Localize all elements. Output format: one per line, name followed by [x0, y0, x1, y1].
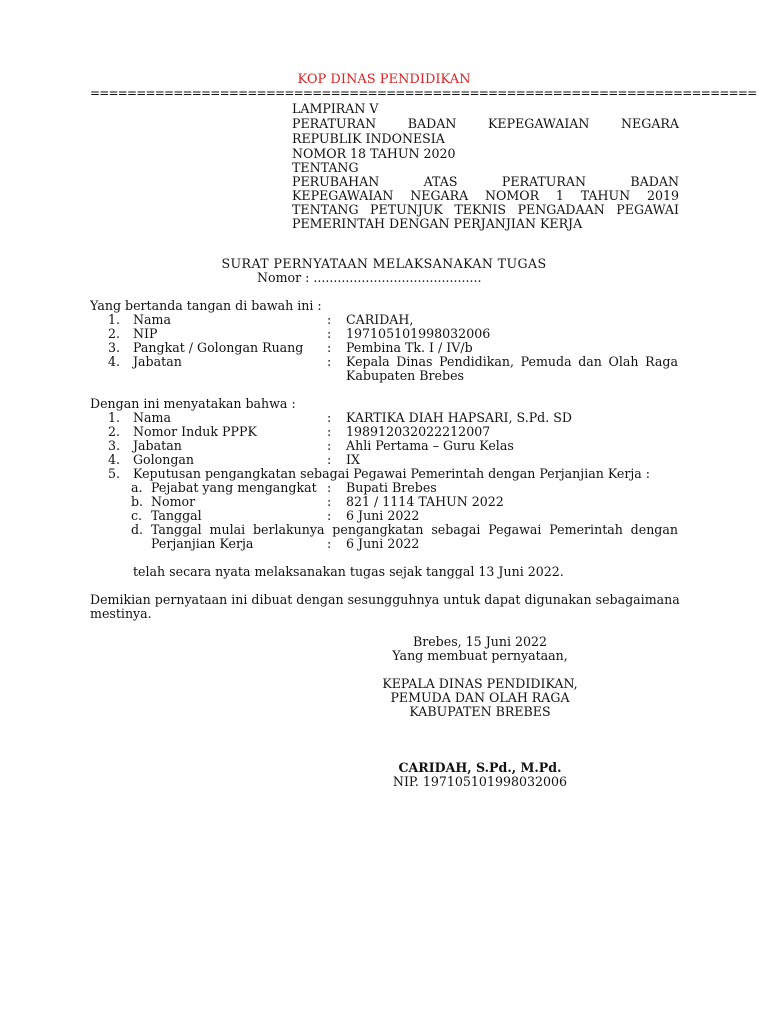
- row-value: 198912032022212007: [346, 424, 491, 439]
- row-label: Jabatan: [133, 354, 182, 369]
- row-text: Keputusan pengangkatan sebagai Pegawai Pemerintah dengan Perjanjian Kerja :: [133, 466, 651, 481]
- row-number: 1.: [107, 410, 120, 425]
- row-number: 5.: [107, 466, 120, 481]
- row-number: 2.: [107, 424, 120, 439]
- row-value: 197105101998032006: [346, 326, 491, 341]
- row-number: 4.: [107, 354, 120, 369]
- row-colon: :: [327, 340, 332, 355]
- lampiran-line: TENTANG: [292, 160, 359, 175]
- signer-nip: NIP. 197105101998032006: [392, 774, 568, 789]
- row-label: Golongan: [133, 452, 195, 467]
- office-line: PEMUDA DAN OLAH RAGA: [390, 690, 570, 705]
- row-colon: :: [327, 354, 332, 369]
- row-colon: :: [327, 480, 332, 495]
- row-colon: :: [327, 536, 332, 551]
- row-number: 3.: [107, 340, 120, 355]
- subrow-value: 6 Juni 2022: [346, 508, 420, 523]
- signer-name: [380, 760, 580, 775]
- signer-intro: Yang bertanda tangan di bawah ini :: [90, 298, 322, 313]
- row-number: 1.: [107, 312, 120, 327]
- row-number: 4.: [107, 452, 120, 467]
- signer-name-text: CARIDAH, S.Pd., M.Pd.: [398, 760, 562, 775]
- lampiran-line: KEPEGAWAIAN NEGARA NOMOR 1 TAHUN 2019: [292, 188, 679, 203]
- subrow-letter: d.: [131, 522, 144, 537]
- row-colon: :: [327, 494, 332, 509]
- lampiran-line: LAMPIRAN V: [292, 101, 379, 116]
- row-colon: :: [327, 312, 332, 327]
- row-value: Pembina Tk. I / IV/b: [346, 340, 473, 355]
- letterhead-title: KOP DINAS PENDIDIKAN: [297, 72, 471, 87]
- row-label: Nama: [133, 410, 171, 425]
- closing-line: Demikian pernyataan ini dibuat dengan sesungguhnya untuk dapat digunakan sebagaimana: [90, 592, 680, 607]
- row-label: Nomor Induk PPPK: [133, 424, 257, 439]
- subrow-label: Tanggal: [151, 508, 202, 523]
- subrow-label: Pejabat yang mengangkat: [151, 480, 317, 495]
- office-line: KEPALA DINAS PENDIDIKAN,: [382, 676, 578, 691]
- row-value: CARIDAH,: [346, 312, 414, 327]
- subrow-value: 821 / 1114 TAHUN 2022: [346, 494, 504, 509]
- declare-intro: Dengan ini menyatakan bahwa :: [90, 396, 296, 411]
- row-value: KARTIKA DIAH HAPSARI, S.Pd. SD: [346, 410, 572, 425]
- lampiran-line: PEMERINTAH DENGAN PERJANJIAN KERJA: [292, 216, 583, 231]
- row-label: Nama: [133, 312, 171, 327]
- subrow-label: Perjanjian Kerja: [151, 536, 254, 551]
- subrow-letter: a.: [131, 480, 143, 495]
- row-value: Kepala Dinas Pendidikan, Pemuda dan Olah Raga: [346, 354, 678, 369]
- lampiran-line: PERUBAHAN ATAS PERATURAN BADAN: [292, 174, 679, 189]
- statement-text: telah secara nyata melaksanakan tugas sejak tanggal 13 Juni 2022.: [133, 564, 564, 579]
- row-label: Jabatan: [133, 438, 182, 453]
- row-label: Pangkat / Golongan Ruang: [133, 340, 304, 355]
- subrow-letter: c.: [131, 508, 143, 523]
- row-colon: :: [327, 508, 332, 523]
- row-colon: :: [327, 410, 332, 425]
- letterhead-divider: ========================================================================: [90, 86, 757, 100]
- row-value: Ahli Pertama – Guru Kelas: [346, 438, 514, 453]
- subrow-label: Nomor: [151, 494, 196, 509]
- subrow-letter: b.: [131, 494, 144, 509]
- row-label: NIP: [133, 326, 158, 341]
- closing-line: mestinya.: [90, 606, 152, 621]
- row-number: 3.: [107, 438, 120, 453]
- row-value: IX: [346, 452, 360, 467]
- row-colon: :: [327, 326, 332, 341]
- document-title: SURAT PERNYATAAN MELAKSANAKAN TUGAS: [221, 256, 547, 271]
- lampiran-line: TENTANG PETUNJUK TEKNIS PENGADAAN PEGAWAI: [292, 202, 679, 217]
- place-date: Brebes, 15 Juni 2022: [412, 634, 548, 649]
- lampiran-line: NOMOR 18 TAHUN 2020: [292, 146, 456, 161]
- subrow-label: Tanggal mulai berlakunya pengangkatan sebagai Pegawai Pemerintah dengan: [151, 522, 678, 537]
- subrow-value: Bupati Brebes: [346, 480, 437, 495]
- office-line: KABUPATEN BREBES: [409, 704, 551, 719]
- row-number: 2.: [107, 326, 120, 341]
- row-colon: :: [327, 438, 332, 453]
- lampiran-line: REPUBLIK INDONESIA: [292, 131, 445, 146]
- row-colon: :: [327, 452, 332, 467]
- row-colon: :: [327, 424, 332, 439]
- row-value-continued: Kabupaten Brebes: [346, 368, 464, 383]
- lampiran-line: PERATURAN BADAN KEPEGAWAIAN NEGARA: [292, 116, 679, 131]
- subrow-value: 6 Juni 2022: [346, 536, 420, 551]
- maker-label: Yang membuat pernyataan,: [392, 648, 568, 663]
- document-number: Nomor : ..........................................: [257, 270, 482, 285]
